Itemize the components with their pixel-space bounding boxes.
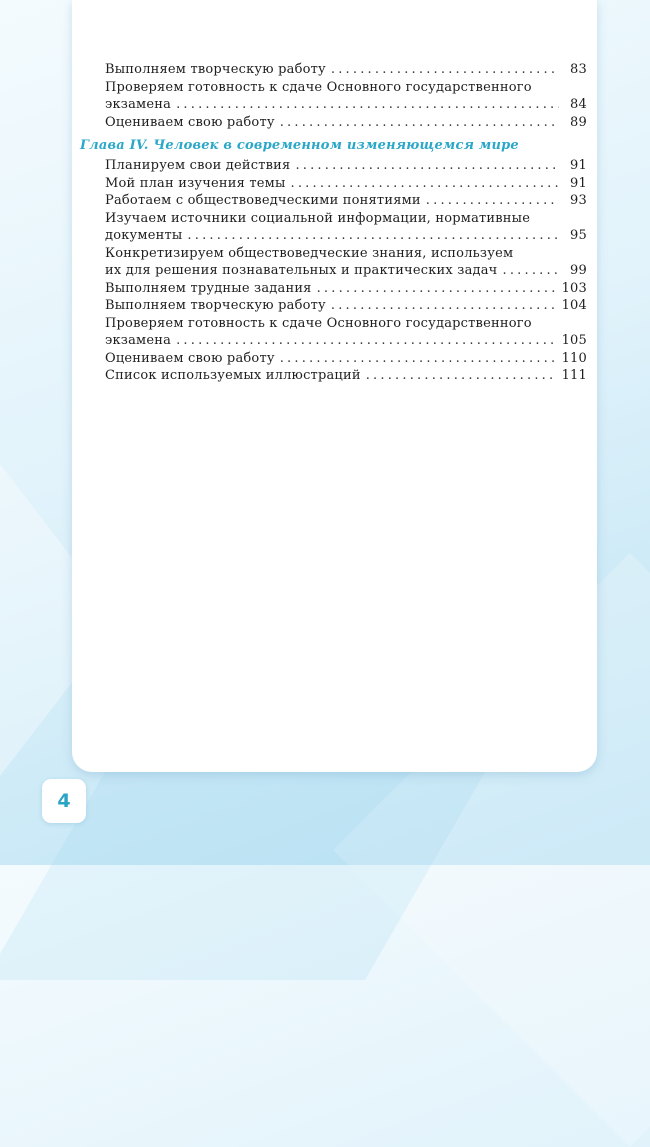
table-of-contents xyxy=(80,61,587,385)
dot-leader xyxy=(280,350,556,368)
toc-entry-title: документы xyxy=(105,228,183,243)
toc-entry-line xyxy=(105,61,587,79)
toc-entry[interactable] xyxy=(105,297,587,315)
toc-entry[interactable] xyxy=(105,61,587,79)
toc-entry-line xyxy=(105,210,587,228)
toc-entry[interactable] xyxy=(105,192,587,210)
toc-entry-line xyxy=(105,350,587,368)
toc-page-number: 89 xyxy=(570,114,587,130)
toc-entry-title: Мой план изучения темы xyxy=(105,175,286,191)
toc-entry-line xyxy=(105,227,587,245)
toc-entry[interactable] xyxy=(105,367,587,385)
dot-leader xyxy=(176,96,559,114)
toc-entry[interactable] xyxy=(105,245,587,280)
toc-entry-title: Выполняем трудные задания xyxy=(105,280,312,296)
toc-entry-line xyxy=(105,175,587,193)
toc-entry-title: Оцениваем свою работу xyxy=(105,350,275,366)
toc-entry[interactable] xyxy=(105,210,587,245)
toc-page-number: 104 xyxy=(561,298,587,313)
toc-entry-line xyxy=(105,297,587,315)
toc-entry-title: Оцениваем свою работу xyxy=(105,114,275,130)
toc-entry-line xyxy=(105,245,587,263)
dot-leader xyxy=(502,262,559,280)
toc-entry-line xyxy=(105,262,587,280)
toc-section-top xyxy=(105,61,587,131)
toc-entry-title: Изучаем источники социальной информации, нормативные xyxy=(105,210,531,226)
toc-page-number: 91 xyxy=(570,158,587,173)
toc-entry-title: их для решения познавательных и практических задач xyxy=(105,263,498,278)
dot-leader xyxy=(291,175,559,193)
toc-entry-line xyxy=(105,192,587,210)
toc-entry[interactable] xyxy=(105,114,587,132)
toc-entry-title: Выполняем творческую работу xyxy=(105,62,326,77)
toc-page-number: 84 xyxy=(570,97,587,112)
toc-entry-line xyxy=(105,332,587,350)
toc-entry-title: Список используемых иллюстраций xyxy=(105,368,361,383)
dot-leader xyxy=(426,192,559,210)
toc-entry-title: Планируем свои действия xyxy=(105,158,291,173)
toc-entry-title: Выполняем творческую работу xyxy=(105,298,326,313)
toc-page-number: 110 xyxy=(561,350,587,366)
dot-leader xyxy=(187,227,559,245)
dot-leader xyxy=(317,280,556,298)
toc-entry[interactable] xyxy=(105,350,587,368)
toc-page-number: 83 xyxy=(570,62,587,77)
toc-page-number: 99 xyxy=(570,263,587,278)
toc-entry-title: экзамена xyxy=(105,97,172,112)
toc-entry-title: Конкретизируем обществоведческие знания, используем xyxy=(105,245,514,261)
toc-page-number: 111 xyxy=(561,368,587,383)
dot-leader xyxy=(331,297,556,315)
dot-leader xyxy=(295,157,559,175)
toc-page-number: 95 xyxy=(570,228,587,243)
page-number-badge: 4 xyxy=(42,779,86,823)
chapter-title: Глава IV. Человек в современном изменяющемся мире xyxy=(80,138,519,153)
toc-page-number: 103 xyxy=(561,280,587,296)
toc-section-chapter-4 xyxy=(105,157,587,385)
toc-entry-title: Проверяем готовность к сдаче Основного государственного xyxy=(105,315,532,331)
toc-entry[interactable] xyxy=(105,280,587,298)
toc-entry[interactable] xyxy=(105,175,587,193)
toc-entry-line xyxy=(105,96,587,114)
toc-page-number: 91 xyxy=(570,175,587,191)
toc-entry-line xyxy=(105,315,587,333)
toc-entry-title: экзамена xyxy=(105,333,172,348)
toc-entry-title: Работаем с обществоведческими понятиями xyxy=(105,193,421,208)
dot-leader xyxy=(331,61,559,79)
toc-entry[interactable] xyxy=(105,157,587,175)
toc-entry-line xyxy=(105,114,587,132)
dot-leader xyxy=(366,367,556,385)
toc-entry-line xyxy=(105,280,587,298)
toc-entry[interactable] xyxy=(105,315,587,350)
toc-page-number: 105 xyxy=(561,333,587,348)
dot-leader xyxy=(176,332,556,350)
toc-entry-line xyxy=(105,157,587,175)
toc-entry-title: Проверяем готовность к сдаче Основного государственного xyxy=(105,79,532,95)
toc-entry-line xyxy=(105,79,587,97)
dot-leader xyxy=(280,114,559,132)
toc-page-number: 93 xyxy=(570,193,587,208)
toc-entry[interactable] xyxy=(105,79,587,114)
toc-entry-line xyxy=(105,367,587,385)
